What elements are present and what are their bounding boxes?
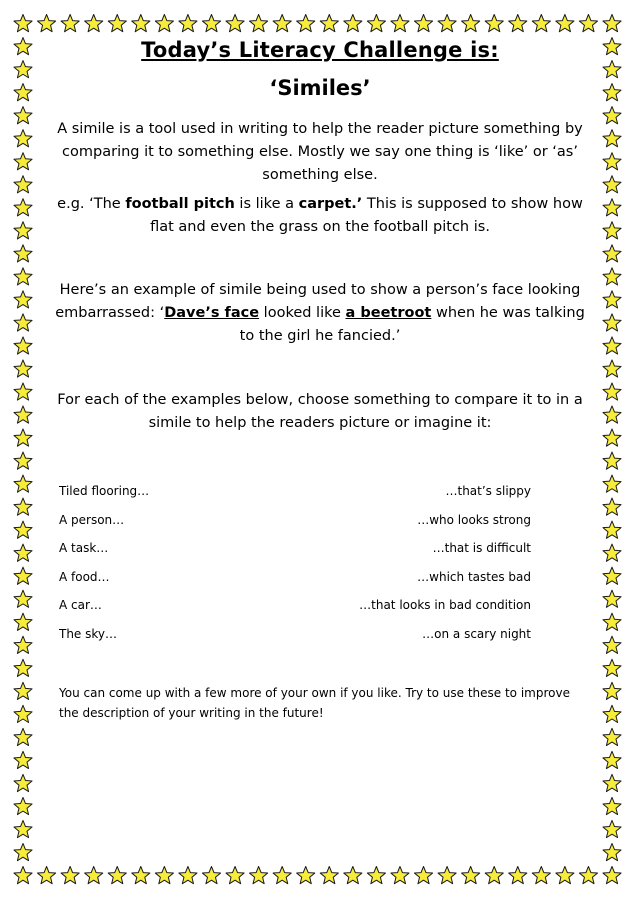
star-icon bbox=[202, 15, 220, 32]
star-icon bbox=[132, 867, 150, 884]
list-item bbox=[59, 534, 531, 563]
star-icon bbox=[202, 867, 220, 884]
dave-rest: when he was talking to the girl he fancied.’ bbox=[239, 305, 585, 344]
star-icon bbox=[603, 544, 621, 561]
star-icon bbox=[14, 153, 32, 170]
star-icon bbox=[603, 728, 621, 745]
star-icon bbox=[603, 843, 621, 860]
star-icon bbox=[38, 15, 56, 32]
star-icon bbox=[485, 867, 503, 884]
star-icon bbox=[603, 314, 621, 331]
star-icon bbox=[38, 867, 56, 884]
star-icon bbox=[603, 199, 621, 216]
star-icon bbox=[603, 774, 621, 791]
star-icon bbox=[414, 867, 432, 884]
list-item bbox=[59, 506, 531, 535]
star-icon bbox=[603, 130, 621, 147]
star-icon bbox=[14, 84, 32, 101]
star-icon bbox=[14, 613, 32, 630]
star-icon bbox=[509, 15, 527, 32]
star-icon bbox=[14, 820, 32, 837]
star-icon bbox=[438, 867, 456, 884]
star-icon bbox=[108, 867, 126, 884]
star-icon bbox=[603, 84, 621, 101]
star-icon bbox=[603, 61, 621, 78]
star-icon bbox=[509, 867, 527, 884]
star-icon bbox=[14, 245, 32, 262]
star-icon bbox=[556, 867, 574, 884]
dave-mid: looked like bbox=[259, 305, 346, 321]
star-icon bbox=[14, 751, 32, 768]
star-icon bbox=[14, 383, 32, 400]
star-icon bbox=[14, 337, 32, 354]
worksheet-content bbox=[54, 38, 586, 723]
example-right: …on a scary night bbox=[422, 626, 531, 641]
star-icon bbox=[108, 15, 126, 32]
star-icon bbox=[250, 15, 268, 32]
example-right: …that’s slippy bbox=[445, 484, 531, 498]
eg-bold-football-pitch: football pitch bbox=[125, 196, 235, 212]
star-icon bbox=[14, 176, 32, 193]
closing-paragraph: You can come up with a few more of your own if you like. Try to use these to improve the description of your writing in the future! bbox=[59, 685, 570, 720]
star-icon bbox=[391, 867, 409, 884]
example-left: A food… bbox=[59, 569, 110, 584]
star-icon bbox=[14, 222, 32, 239]
star-icon bbox=[14, 38, 32, 55]
star-icon bbox=[14, 429, 32, 446]
star-icon bbox=[14, 452, 32, 469]
star-icon bbox=[14, 360, 32, 377]
star-icon bbox=[14, 314, 32, 331]
example-right: …that looks in bad condition bbox=[359, 598, 531, 613]
eg-bold-carpet: carpet.’ bbox=[298, 196, 363, 212]
star-icon bbox=[14, 636, 32, 653]
star-icon bbox=[603, 475, 621, 492]
star-icon bbox=[14, 498, 32, 515]
page-title: Today’s Literacy Challenge is: bbox=[141, 38, 499, 62]
beetroot-underlined: a beetroot bbox=[345, 305, 432, 321]
star-icon bbox=[14, 728, 32, 745]
eg-mid: is like a bbox=[234, 196, 299, 212]
star-icon bbox=[320, 15, 338, 32]
star-icon bbox=[14, 867, 32, 884]
example-left: The sky… bbox=[59, 626, 118, 641]
star-icon bbox=[14, 61, 32, 78]
example-left: A person… bbox=[59, 512, 125, 527]
star-icon bbox=[603, 613, 621, 630]
star-icon bbox=[603, 176, 621, 193]
star-icon bbox=[438, 15, 456, 32]
star-icon bbox=[603, 797, 621, 814]
star-icon bbox=[603, 406, 621, 423]
example-football-paragraph bbox=[54, 193, 586, 239]
star-icon bbox=[61, 867, 79, 884]
star-icon bbox=[155, 15, 173, 32]
star-icon bbox=[179, 15, 197, 32]
star-icon bbox=[603, 107, 621, 124]
example-left: Tiled flooring… bbox=[59, 484, 150, 498]
star-icon bbox=[603, 291, 621, 308]
star-icon bbox=[603, 682, 621, 699]
star-icon bbox=[14, 15, 32, 32]
star-icon bbox=[603, 705, 621, 722]
star-icon bbox=[603, 222, 621, 239]
star-icon bbox=[603, 590, 621, 607]
star-icon bbox=[603, 38, 621, 55]
star-icon bbox=[250, 867, 268, 884]
star-icon bbox=[297, 867, 315, 884]
star-icon bbox=[532, 15, 550, 32]
star-icon bbox=[603, 521, 621, 538]
example-dave-paragraph bbox=[54, 279, 586, 348]
star-icon bbox=[603, 337, 621, 354]
star-icon bbox=[532, 867, 550, 884]
dave-face-underlined: Dave’s face bbox=[164, 305, 260, 321]
dave-prefix: Here’s an example of simile being used to show a person’s face looking embarrassed: ‘ bbox=[55, 282, 581, 321]
list-item bbox=[59, 591, 531, 620]
star-icon bbox=[226, 15, 244, 32]
star-icon bbox=[603, 567, 621, 584]
example-right: …which tastes bad bbox=[417, 569, 531, 584]
star-icon bbox=[462, 867, 480, 884]
star-icon bbox=[14, 130, 32, 147]
star-icon bbox=[14, 659, 32, 676]
star-icon bbox=[297, 15, 315, 32]
star-icon bbox=[155, 867, 173, 884]
star-icon bbox=[14, 705, 32, 722]
definition-paragraph: A simile is a tool used in writing to help the reader picture something by comparing it to something else. Mostly we say one thing is ‘like’ or ‘as’ something else. bbox=[57, 121, 583, 183]
star-icon bbox=[603, 153, 621, 170]
page-subtitle: ‘Similes’ bbox=[269, 76, 371, 100]
star-icon bbox=[603, 751, 621, 768]
star-icon bbox=[556, 15, 574, 32]
eg-rest: This is supposed to show how flat and even the grass on the football pitch is. bbox=[150, 196, 583, 235]
star-icon bbox=[179, 867, 197, 884]
list-item bbox=[59, 477, 531, 506]
instruction-paragraph: For each of the examples below, choose something to compare it to in a simile to help the readers picture or imagine it: bbox=[57, 392, 583, 431]
star-icon bbox=[603, 360, 621, 377]
star-icon bbox=[61, 15, 79, 32]
star-icon bbox=[603, 429, 621, 446]
star-icon bbox=[14, 291, 32, 308]
star-icon bbox=[485, 15, 503, 32]
star-icon bbox=[367, 15, 385, 32]
star-icon bbox=[14, 521, 32, 538]
star-icon bbox=[579, 867, 597, 884]
star-icon bbox=[391, 15, 409, 32]
star-icon bbox=[603, 820, 621, 837]
star-icon bbox=[344, 15, 362, 32]
example-left: A task… bbox=[59, 541, 109, 556]
star-icon bbox=[414, 15, 432, 32]
star-icon bbox=[14, 774, 32, 791]
star-icon bbox=[603, 383, 621, 400]
star-icon bbox=[85, 867, 103, 884]
star-icon bbox=[603, 636, 621, 653]
star-icon bbox=[14, 590, 32, 607]
star-icon bbox=[14, 567, 32, 584]
star-icon bbox=[367, 867, 385, 884]
star-icon bbox=[14, 544, 32, 561]
star-icon bbox=[273, 15, 291, 32]
star-icon bbox=[14, 843, 32, 860]
star-icon bbox=[320, 867, 338, 884]
list-item bbox=[59, 620, 531, 649]
examples-list bbox=[59, 477, 531, 649]
star-icon bbox=[14, 406, 32, 423]
star-icon bbox=[603, 498, 621, 515]
star-icon bbox=[579, 15, 597, 32]
star-icon bbox=[603, 245, 621, 262]
eg-prefix: e.g. ‘The bbox=[57, 196, 126, 212]
example-right: …that is difficult bbox=[432, 541, 531, 556]
star-icon bbox=[14, 268, 32, 285]
star-icon bbox=[85, 15, 103, 32]
star-icon bbox=[603, 15, 621, 32]
star-icon bbox=[14, 682, 32, 699]
star-icon bbox=[226, 867, 244, 884]
star-icon bbox=[132, 15, 150, 32]
star-icon bbox=[344, 867, 362, 884]
star-icon bbox=[603, 452, 621, 469]
list-item bbox=[59, 563, 531, 592]
example-right: …who looks strong bbox=[417, 512, 531, 527]
example-left: A car… bbox=[59, 598, 102, 613]
star-icon bbox=[14, 199, 32, 216]
star-icon bbox=[14, 475, 32, 492]
star-icon bbox=[603, 659, 621, 676]
star-icon bbox=[462, 15, 480, 32]
star-icon bbox=[603, 867, 621, 884]
star-icon bbox=[273, 867, 291, 884]
star-icon bbox=[14, 107, 32, 124]
star-icon bbox=[603, 268, 621, 285]
star-icon bbox=[14, 797, 32, 814]
